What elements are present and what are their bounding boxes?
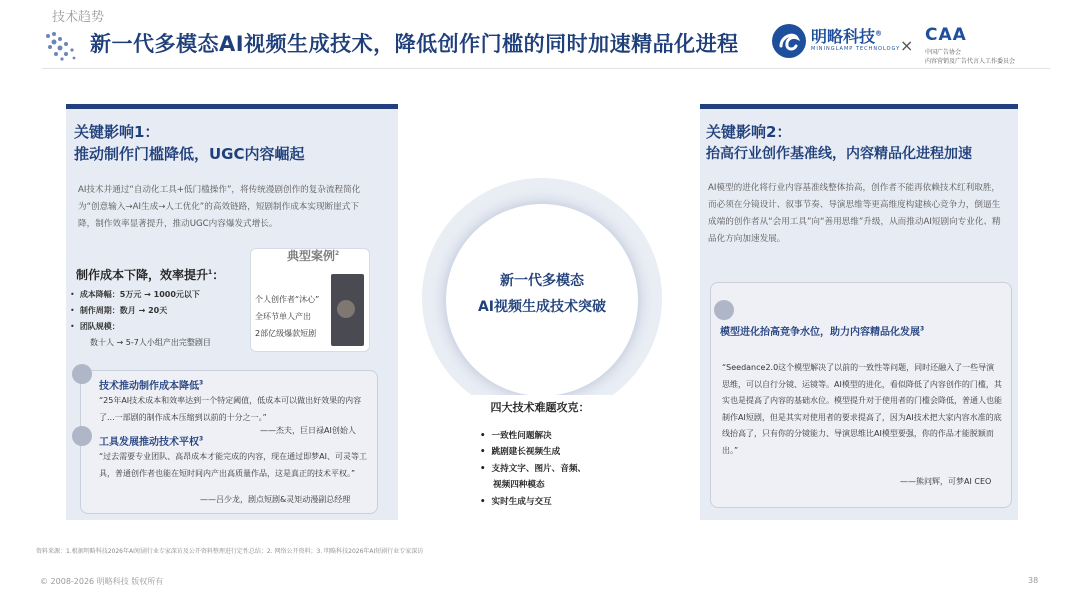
times-icon: × [900,36,914,55]
logo-subtitle: MININGLAMP TECHNOLOGY [811,46,901,52]
right-quote-signature: ——熊问辉，可梦AI CEO [900,477,992,486]
difficulty-list [480,428,610,510]
list-item: • 团队规模： [70,322,120,331]
difficulty-item: 跳剧建长视频生成 [491,447,561,458]
mininglamp-logo-icon [772,24,806,58]
right-quote-title-text: 模型进化抬高竞争水位，助力内容精品化发展 [720,327,920,338]
right-heading: 抬高行业创作基准线，内容精品化进程加速 [706,146,972,162]
mic-icon [72,426,92,446]
source-footnote: 资料来源：1.根据明略科技2026年AI短剧行业专家深访及公开资料整理进行定性总结；2. 网络公开资料；3. 明略科技2026年AI短剧行业专家深访 [36,548,424,555]
difficulty-title: 四大技术难题攻克： [490,401,590,414]
left-paragraph: AI技术并通过“自动化工具+低门槛操作”，将传统漫剧创作的复杂流程简化为“创意输入→AI生成→人工优化”的高效链路，短剧制作成本实现断崖式下降，制作效率显著提升，推动UGC内容爆发式增长。 [78,185,361,229]
section-tag: 技术趋势 [52,10,105,25]
right-heading-label: 关键影响2： [706,123,792,141]
bullet-text: 成本降幅：5万元 → 1000元以下 [79,290,200,299]
left-panel-bar [66,104,398,109]
center-title-line: 新一代多模态 [500,273,584,289]
center-title [462,268,622,320]
logo-swirl-icon [772,24,806,58]
quote2-title [99,433,203,448]
logo-name-text: 明略科技 [811,27,876,46]
quote1-title [99,377,203,392]
bullet-text: 团队规模： [79,322,120,331]
difficulty-item: 实时生成与交互 [491,496,552,507]
quote2-signature: ——吕少龙，剧点短剧&灵矩动漫副总经理 [200,495,351,504]
right-paragraph: AI模型的进化将行业内容基准线整体抬高，创作者不能再依赖技术红利取胜，而必须在分镜设计、叙事节奏、导演思维等更高维度构建核心竞争力，倒逼生成端的创作者从“会用工具”向“善用思维”升级，从而推动AI短剧向专业化、精品化方向加速发展。 [708,183,1001,244]
left-subheading-sup: 1 [208,269,213,276]
list-item: • 实时生成与交互 [480,496,552,507]
center-title-line: AI视频生成技术突破 [477,299,607,315]
left-heading: 推动制作门槛降低，UGC内容崛起 [74,145,305,163]
quote2-title-text: 工具发展推动技术平权 [99,437,199,448]
list-item: 数十人 → 5-7人小组产出完整剧目 [90,338,211,347]
case-title [287,247,339,264]
dots-pattern-icon [44,30,80,64]
left-subheading-text: 制作成本下降，效率提升 [76,268,209,282]
quote1-sup: 3 [199,379,204,387]
page-number: 38 [1028,576,1039,585]
right-quote-text: “Seedance2.0这个模型解决了以前的一致性等问题，同时还融入了一些导演思维，可以自行分镜、运镜等。AI模型的进化，看似降低了内容创作的门槛，其实也是提高了内容的基础水位。模型提升对于使用者的门槛会降低，普通人也能制作AI短剧，但是其实对使用者的要求提高了，因为AI技术把大家内容水准的底线抬高了，只有你的分镜能力、导演思维比AI模型要强，你的作品才能脱颖而出。” [722,363,1002,455]
case-photo [331,274,364,346]
difficulty-item: 支持文字、图片、音频、 [491,463,587,474]
partner-line1: 中国广告协会 [925,49,962,56]
partner-logo: CAA [925,25,967,45]
case-title-sup: 2 [335,250,340,257]
quote1-signature: ——杰夫，巨日禄AI创始人 [260,426,356,435]
quote1-title-text: 技术推动制作成本降低 [99,381,199,392]
partner-line2: 内容营销及广告代言人工作委员会 [925,58,1016,65]
left-subheading-colon: ： [212,268,225,282]
difficulty-item: 一致性问题解决 [491,431,552,441]
list-item: • 制作周期：数月 → 20天 [70,306,168,315]
list-item: • 成本降幅：5万元 → 1000元以下 [70,290,200,299]
left-bullet-list [70,287,250,351]
right-quote-title [720,323,924,338]
case-line: 2部亿级爆款短剧 [255,329,317,338]
quote2-text: “过去需要专业团队、高昂成本才能完成的内容，现在通过即梦AI、可灵等工具，普通创作者也能在短时间内产出高质量作品，这是真正的技术平权。” [99,452,367,478]
case-lines [255,291,335,342]
mic-icon [72,364,92,384]
list-item: • 一致性问题解决 [480,431,552,441]
list-item: • 跳剧建长视频生成 [480,447,561,458]
right-panel-bar [700,104,1018,109]
case-line: 个人创作者“沐心” [255,295,320,304]
case-title-text: 典型案例 [287,249,336,263]
bullet-text: 制作周期：数月 → 20天 [79,306,168,315]
logo-name [811,24,882,47]
copyright: © 2008-2026 明略科技 版权所有 [40,577,164,586]
left-heading-label: 关键影响1： [74,123,160,141]
quote1-text: “25年AI技术成本和效率达到一个特定阈值，低成本可以做出好效果的内容了...一部剧的制作成本压缩到以前的十分之一。” [99,396,362,422]
list-item: 视频四种模态 [493,480,545,491]
logo-reg-mark: ® [875,29,883,38]
list-item: • 支持文字、图片、音频、 [480,463,587,474]
left-subheading [76,266,224,283]
header-divider [42,68,1050,69]
mic-icon [714,300,734,320]
page-title: 新一代多模态AI视频生成技术，降低创作门槛的同时加速精品化进程 [90,32,739,56]
quote2-sup: 3 [199,435,204,443]
case-line: 全环节单人产出 [255,312,311,321]
right-quote-sup: 3 [920,325,925,333]
